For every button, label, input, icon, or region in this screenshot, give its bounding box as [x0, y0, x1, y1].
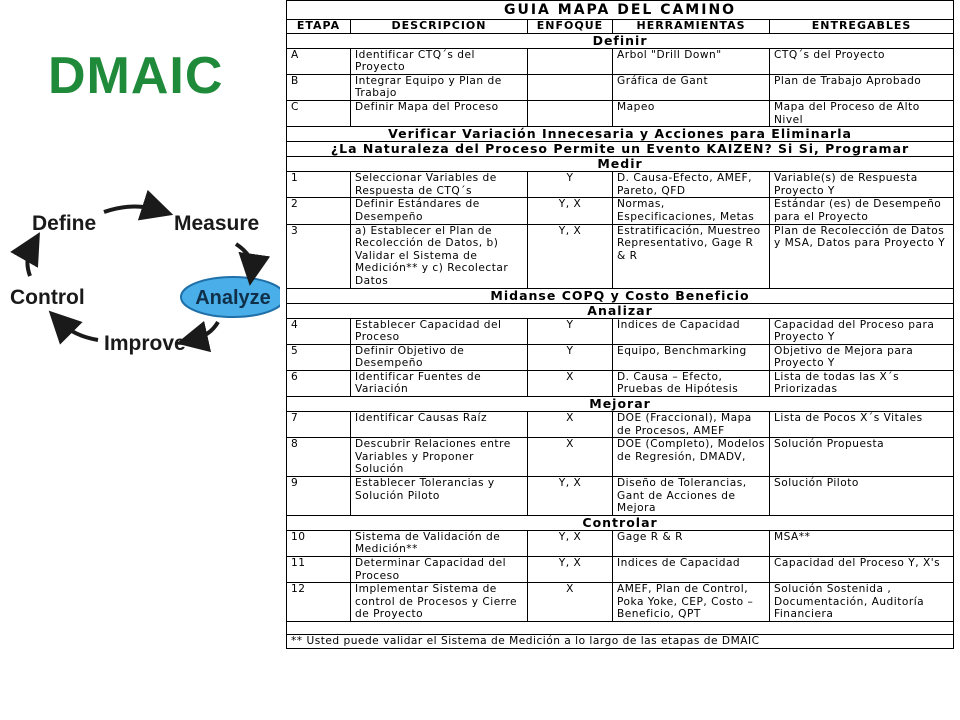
- herramientas-cell: AMEF, Plan de Control, Poka Yoke, CEP, Costo – Beneficio, QPT: [613, 583, 770, 622]
- enfoque-cell: [528, 100, 613, 126]
- descripcion-cell: Determinar Capacidad del Proceso: [351, 557, 528, 583]
- herramientas-cell: Estratificación, Muestreo Representativo, Gage R & R: [613, 224, 770, 288]
- herramientas-cell: D. Causa – Efecto, Pruebas de Hipótesis: [613, 370, 770, 396]
- etapa-cell: C: [287, 100, 351, 126]
- descripcion-cell: Descubrir Relaciones entre Variables y Proponer Solución: [351, 438, 528, 477]
- table-title: GUIA MAPA DEL CAMINO: [287, 1, 954, 20]
- arrow-measure-analyze: [236, 244, 252, 270]
- entregables-cell: Lista de todas las X´s Priorizadas: [770, 370, 954, 396]
- etapa-cell: 4: [287, 318, 351, 344]
- etapa-cell: 6: [287, 370, 351, 396]
- etapa-cell: 10: [287, 530, 351, 556]
- herramientas-cell: Equipo, Benchmarking: [613, 344, 770, 370]
- section-definir: Definir: [287, 33, 954, 48]
- section-controlar: Controlar: [287, 515, 954, 530]
- roadmap-table-container: [286, 0, 953, 649]
- entregables-cell: Estándar (es) de Desempeño para el Proyecto: [770, 198, 954, 224]
- herramientas-cell: Gage R & R: [613, 530, 770, 556]
- etapa-cell: 9: [287, 477, 351, 516]
- etapa-cell: 11: [287, 557, 351, 583]
- enfoque-cell: Y, X: [528, 530, 613, 556]
- roadmap-table: [286, 0, 954, 649]
- descripcion-cell: Identificar CTQ´s del Proyecto: [351, 48, 528, 74]
- spacer-row: [287, 621, 954, 634]
- descripcion-cell: Establecer Tolerancias y Solución Piloto: [351, 477, 528, 516]
- descripcion-cell: Identificar Fuentes de Variación: [351, 370, 528, 396]
- header-enfoque: ENFOQUE: [528, 20, 613, 34]
- table-row: [287, 583, 954, 622]
- herramientas-cell: Índices de Capacidad: [613, 318, 770, 344]
- etapa-cell: B: [287, 74, 351, 100]
- entregables-cell: Solución Propuesta: [770, 438, 954, 477]
- cycle-label-improve: Improve: [104, 332, 186, 355]
- enfoque-cell: X: [528, 438, 613, 477]
- herramientas-cell: Arbol "Drill Down": [613, 48, 770, 74]
- table-row: [287, 412, 954, 438]
- enfoque-cell: X: [528, 583, 613, 622]
- entregables-cell: Lista de Pocos X´s Vitales: [770, 412, 954, 438]
- descripcion-cell: Integrar Equipo y Plan de Trabajo: [351, 74, 528, 100]
- table-row: [287, 74, 954, 100]
- enfoque-cell: X: [528, 370, 613, 396]
- entregables-cell: Objetivo de Mejora para Proyecto Y: [770, 344, 954, 370]
- cycle-label-control: Control: [10, 286, 85, 309]
- footnote: ** Usted puede validar el Sistema de Medición a lo largo de las etapas de DMAIC: [287, 634, 954, 648]
- herramientas-cell: Diseño de Tolerancias, Gant de Acciones de Mejora: [613, 477, 770, 516]
- enfoque-cell: Y, X: [528, 557, 613, 583]
- entregables-cell: Plan de Recolección de Datos y MSA, Datos para Proyecto Y: [770, 224, 954, 288]
- table-row: [287, 370, 954, 396]
- table-row: [287, 438, 954, 477]
- section-row: [287, 515, 954, 530]
- descripcion-cell: Sistema de Validación de Medición**: [351, 530, 528, 556]
- entregables-cell: Solución Piloto: [770, 477, 954, 516]
- entregables-cell: Capacidad del Proceso Y, X's: [770, 557, 954, 583]
- dmaic-cycle-diagram: [8, 190, 280, 355]
- table-row: [287, 477, 954, 516]
- table-title-row: [287, 1, 954, 20]
- enfoque-cell: Y, X: [528, 224, 613, 288]
- section-copq: Midanse COPQ y Costo Beneficio: [287, 288, 954, 303]
- cycle-label-analyze: Analyze: [195, 287, 271, 309]
- table-row: [287, 344, 954, 370]
- section-verificar: Verificar Variación Innecesaria y Acciones para Eliminarla: [287, 127, 954, 142]
- entregables-cell: Variable(s) de Respuesta Proyecto Y: [770, 172, 954, 198]
- header-descripcion: DESCRIPCION: [351, 20, 528, 34]
- enfoque-cell: Y: [528, 318, 613, 344]
- etapa-cell: 12: [287, 583, 351, 622]
- herramientas-cell: Normas, Especificaciones, Metas: [613, 198, 770, 224]
- table-row: [287, 318, 954, 344]
- etapa-cell: 3: [287, 224, 351, 288]
- section-row: [287, 127, 954, 142]
- descripcion-cell: Identificar Causas Raíz: [351, 412, 528, 438]
- section-row: [287, 142, 954, 157]
- etapa-cell: 5: [287, 344, 351, 370]
- enfoque-cell: Y, X: [528, 477, 613, 516]
- header-herramientas: HERRAMIENTAS: [613, 20, 770, 34]
- cycle-label-measure: Measure: [174, 212, 260, 235]
- etapa-cell: 7: [287, 412, 351, 438]
- herramientas-cell: DOE (Completo), Modelos de Regresión, DMADV,: [613, 438, 770, 477]
- entregables-cell: MSA**: [770, 530, 954, 556]
- section-row: [287, 303, 954, 318]
- header-entregables: ENTREGABLES: [770, 20, 954, 34]
- etapa-cell: A: [287, 48, 351, 74]
- herramientas-cell: D. Causa-Efecto, AMEF, Pareto, QFD: [613, 172, 770, 198]
- enfoque-cell: [528, 48, 613, 74]
- section-mejorar: Mejorar: [287, 397, 954, 412]
- slide-title: DMAIC: [48, 47, 224, 105]
- enfoque-cell: Y: [528, 172, 613, 198]
- arrow-control-define: [27, 246, 32, 276]
- header-etapa: ETAPA: [287, 20, 351, 34]
- arrow-analyze-improve: [192, 322, 218, 340]
- table-row: [287, 557, 954, 583]
- herramientas-cell: Mapeo: [613, 100, 770, 126]
- section-row: [287, 33, 954, 48]
- descripcion-cell: a) Establecer el Plan de Recolección de Datos, b) Validar el Sistema de Medición** y c) Recolectar Datos: [351, 224, 528, 288]
- herramientas-cell: DOE (Fraccional), Mapa de Procesos, AMEF: [613, 412, 770, 438]
- table-row: [287, 224, 954, 288]
- descripcion-cell: Definir Mapa del Proceso: [351, 100, 528, 126]
- etapa-cell: 1: [287, 172, 351, 198]
- herramientas-cell: Indices de Capacidad: [613, 557, 770, 583]
- descripcion-cell: Implementar Sistema de control de Procesos y Cierre de Proyecto: [351, 583, 528, 622]
- arrow-improve-control: [60, 322, 98, 340]
- footnote-row: [287, 634, 954, 648]
- header-row: [287, 20, 954, 34]
- enfoque-cell: Y, X: [528, 198, 613, 224]
- section-kaizen: ¿La Naturaleza del Proceso Permite un Evento KAIZEN? Si Si, Programar: [287, 142, 954, 157]
- enfoque-cell: X: [528, 412, 613, 438]
- entregables-cell: Plan de Trabajo Aprobado: [770, 74, 954, 100]
- entregables-cell: Solución Sostenida , Documentación, Auditoría Financiera: [770, 583, 954, 622]
- section-analizar: Analizar: [287, 303, 954, 318]
- descripcion-cell: Seleccionar Variables de Respuesta de CTQ´s: [351, 172, 528, 198]
- cycle-label-define: Define: [32, 212, 97, 235]
- descripcion-cell: Definir Estándares de Desempeño: [351, 198, 528, 224]
- table-row: [287, 530, 954, 556]
- section-medir: Medir: [287, 157, 954, 172]
- entregables-cell: Mapa del Proceso de Alto Nivel: [770, 100, 954, 126]
- herramientas-cell: Gráfica de Gant: [613, 74, 770, 100]
- section-row: [287, 397, 954, 412]
- entregables-cell: Capacidad del Proceso para Proyecto Y: [770, 318, 954, 344]
- descripcion-cell: Establecer Capacidad del Proceso: [351, 318, 528, 344]
- etapa-cell: 8: [287, 438, 351, 477]
- table-row: [287, 198, 954, 224]
- etapa-cell: 2: [287, 198, 351, 224]
- section-row: [287, 157, 954, 172]
- enfoque-cell: [528, 74, 613, 100]
- section-row: [287, 288, 954, 303]
- table-row: [287, 172, 954, 198]
- arrow-define-measure: [104, 206, 158, 212]
- entregables-cell: CTQ´s del Proyecto: [770, 48, 954, 74]
- table-row: [287, 48, 954, 74]
- enfoque-cell: Y: [528, 344, 613, 370]
- descripcion-cell: Definir Objetivo de Desempeño: [351, 344, 528, 370]
- table-row: [287, 100, 954, 126]
